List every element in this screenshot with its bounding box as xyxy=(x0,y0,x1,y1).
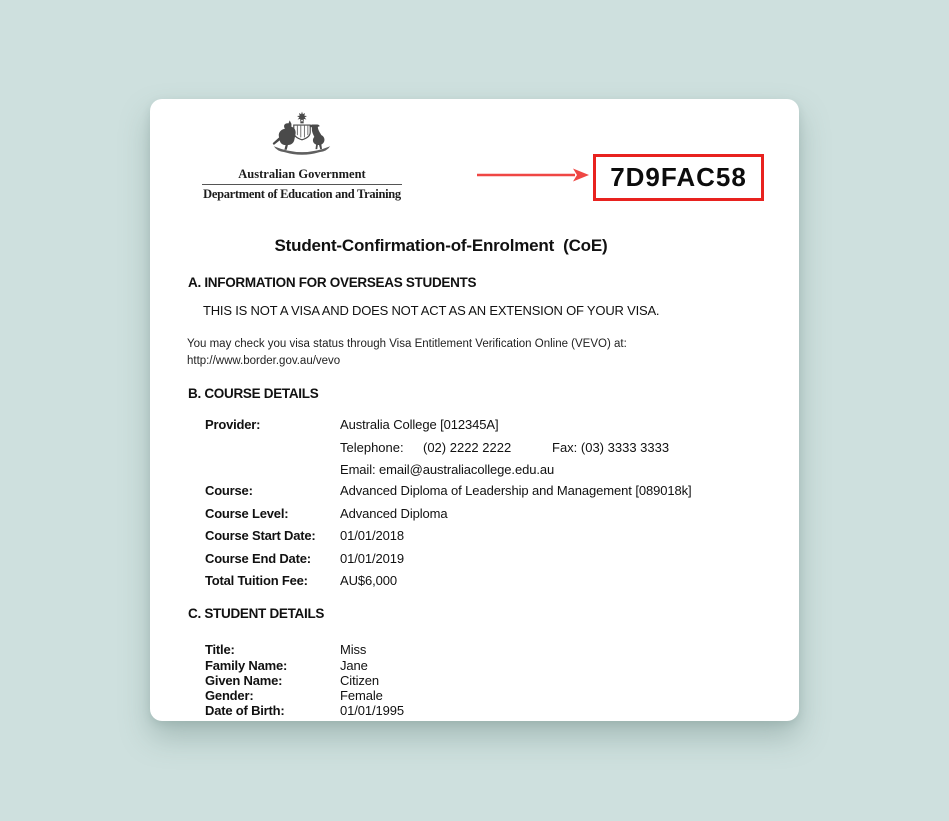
logo-department-text: Department of Education and Training xyxy=(203,187,401,201)
family-name-value: Jane xyxy=(340,658,368,673)
tuition-fee-value: AU$6,000 xyxy=(340,573,398,588)
student-title-value: Miss xyxy=(340,642,367,657)
tuition-fee-label: Total Tuition Fee: xyxy=(205,573,308,588)
course-end-row xyxy=(150,551,799,567)
coe-code-value: 7D9FAC58 xyxy=(610,162,747,192)
course-row xyxy=(150,483,799,499)
family-name-row xyxy=(150,658,799,674)
given-name-value: Citizen xyxy=(340,673,380,688)
course-level-row xyxy=(150,506,799,522)
course-start-row xyxy=(150,528,799,544)
course-end-label: Course End Date: xyxy=(205,551,311,566)
fax-value: Fax: (03) 3333 3333 xyxy=(552,440,670,455)
gender-row xyxy=(150,688,799,704)
provider-value: Australia College [012345A] xyxy=(340,417,499,432)
provider-email-row xyxy=(150,462,799,478)
section-c-heading: C. STUDENT DETAILS xyxy=(188,606,325,621)
australian-government-logo xyxy=(196,111,408,202)
logo-government-text: Australian Government xyxy=(238,167,366,181)
telephone-value: (02) 2222 2222 xyxy=(423,440,512,455)
course-level-value: Advanced Diploma xyxy=(340,506,448,521)
logo-divider xyxy=(202,184,402,185)
course-level-label: Course Level: xyxy=(205,506,289,521)
vevo-note-url: http://www.border.gov.au/vevo xyxy=(187,354,341,367)
given-name-label: Given Name: xyxy=(205,673,283,688)
family-name-label: Family Name: xyxy=(205,658,288,673)
gender-label: Gender: xyxy=(205,688,254,703)
provider-row xyxy=(150,417,799,433)
gender-value: Female xyxy=(340,688,383,703)
course-label: Course: xyxy=(205,483,253,498)
email-value: Email: email@australiacollege.edu.au xyxy=(340,462,555,477)
vevo-note xyxy=(187,336,627,369)
visa-notice-text: THIS IS NOT A VISA AND DOES NOT ACT AS AN EXTENSION OF YOUR VISA. xyxy=(203,303,660,318)
student-title-row xyxy=(150,642,799,658)
vevo-note-line1: You may check you visa status through Visa Entitlement Verification Online (VEVO) at: xyxy=(187,338,627,350)
course-start-value: 01/01/2018 xyxy=(340,528,405,543)
course-start-label: Course Start Date: xyxy=(205,528,316,543)
australian-coat-of-arms-icon xyxy=(196,111,408,167)
document-title: Student-Confirmation-of-Enrolment (CoE) xyxy=(274,236,608,255)
given-name-row xyxy=(150,673,799,689)
section-a-heading: A. INFORMATION FOR OVERSEAS STUDENTS xyxy=(188,275,477,290)
provider-label: Provider: xyxy=(205,417,261,432)
date-of-birth-value: 01/01/1995 xyxy=(340,703,405,718)
section-b-heading: B. COURSE DETAILS xyxy=(188,386,319,401)
telephone-label: Telephone: xyxy=(340,440,404,455)
course-end-value: 01/01/2019 xyxy=(340,551,405,566)
student-title-label: Title: xyxy=(205,642,235,657)
tuition-fee-row xyxy=(150,573,799,589)
red-arrow-right-icon xyxy=(475,165,591,185)
course-value: Advanced Diploma of Leadership and Management [089018k] xyxy=(340,483,692,498)
date-of-birth-label: Date of Birth: xyxy=(205,703,285,718)
coe-document-card xyxy=(150,99,799,721)
provider-telephone-row xyxy=(150,440,799,456)
date-of-birth-row xyxy=(150,703,799,719)
coe-code-highlight-box xyxy=(593,154,764,201)
